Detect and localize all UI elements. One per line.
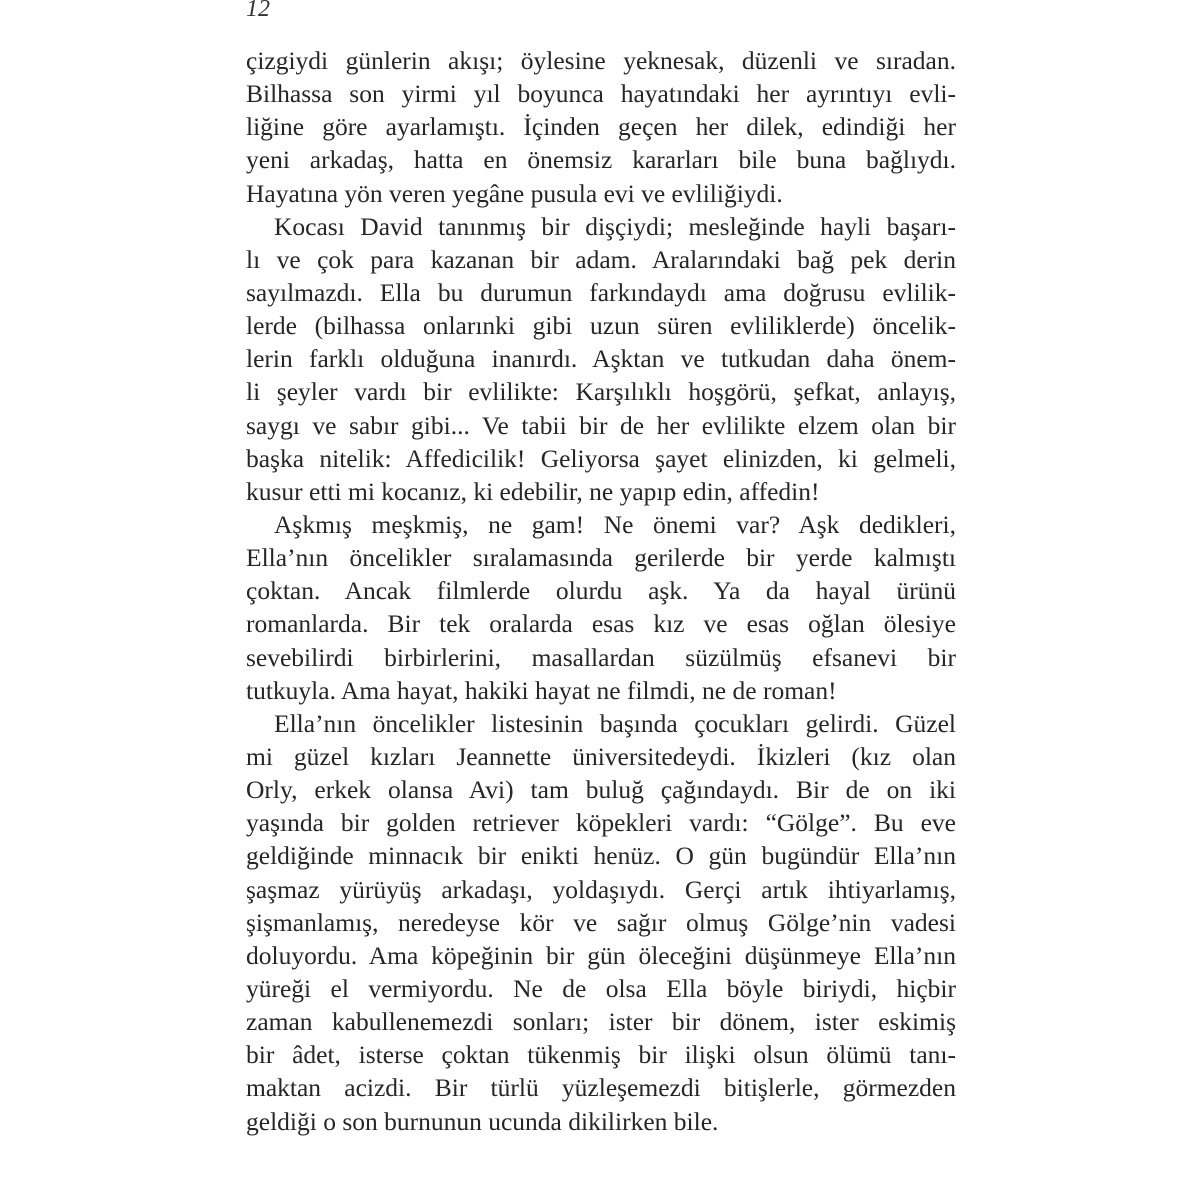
text-line: Orly, erkek olansa Avi) tam buluğ çağındaydı. Bir de on iki [246, 775, 956, 805]
text-line: geldiği o son burnunun ucunda dikilirken bile. [246, 1106, 719, 1136]
text-line: yüreği el vermiyordu. Ne de olsa Ella böyle biriydi, hiçbir [246, 973, 956, 1003]
text-line: liğine göre ayarlamıştı. İçinden geçen her dilek, edindiği her [246, 112, 956, 142]
text-line: Hayatına yön veren yegâne pusula evi ve evliliğiydi. [246, 178, 783, 208]
text-line: yeni arkadaş, hatta en önemsiz kararları bile buna bağlıydı. [246, 145, 956, 175]
page-number: 12 [246, 0, 270, 22]
text-line: yaşında bir golden retriever köpekleri vardı: “Gölge”. Bu eve [246, 808, 956, 838]
text-line: şaşmaz yürüyüş arkadaşı, yoldaşıydı. Gerçi artık ihtiyarlamış, [246, 874, 956, 904]
text-line: doluyordu. Ama köpeğinin bir gün öleceğini düşünmeye Ella’nın [246, 940, 956, 970]
text-line: Ella’nın öncelikler sıralamasında gerilerde bir yerde kalmıştı [246, 543, 956, 573]
text-line: çizgiydi günlerin akışı; öylesine yeknesak, düzenli ve sıradan. [246, 46, 956, 75]
text-line: Ella’nın öncelikler listesinin başında çocukları gelirdi. Güzel [274, 708, 956, 738]
text-line: sayılmazdı. Ella bu durumun farkındaydı ama doğrusu evlilik- [246, 277, 956, 307]
text-line: romanlarda. Bir tek oralarda esas kız ve esas oğlan ölesiye [246, 609, 956, 639]
text-line: başka nitelik: Affedicilik! Geliyorsa şayet elinizden, ki gelmeli, [246, 443, 956, 473]
text-line: lı ve çok para kazanan bir adam. Aralarındaki bağ pek derin [246, 244, 956, 274]
text-line: çoktan. Ancak filmlerde olurdu aşk. Ya da hayal ürünü [246, 576, 956, 606]
text-line: li şeyler vardı bir evlilikte: Karşılıklı hoşgörü, şefkat, anlayış, [246, 377, 956, 407]
text-line: kusur etti mi kocanız, ki edebilir, ne yapıp edin, affedin! [246, 476, 820, 506]
text-line: bir âdet, isterse çoktan tükenmiş bir ilişki olsun ölümü tanı- [246, 1040, 956, 1070]
text-line: şişmanlamış, neredeyse kör ve sağır olmuş Gölge’nin vadesi [246, 907, 956, 937]
text-line: saygı ve sabır gibi... Ve tabii bir de her evlilikte elzem olan bir [246, 410, 956, 440]
body-text [246, 44, 956, 1138]
text-line: lerde (bilhassa onlarınki gibi uzun süren evliliklerde) öncelik- [246, 311, 956, 341]
text-line: Aşkmış meşkmiş, ne gam! Ne önemi var? Aşk dedikleri, [274, 509, 956, 539]
text-line: sevebilirdi birbirlerini, masallardan süzülmüş efsanevi bir [246, 642, 956, 672]
text-line: tutkuyla. Ama hayat, hakiki hayat ne filmdi, ne de roman! [246, 675, 837, 705]
text-line: maktan acizdi. Bir türlü yüzleşemezdi bitişlerle, görmezden [246, 1073, 956, 1103]
text-line: geldiğinde minnacık bir enikti henüz. O gün bugündür Ella’nın [246, 841, 956, 871]
text-line: zaman kabullenemezdi sonları; ister bir dönem, ister eskimiş [246, 1007, 956, 1037]
text-line: Kocası David tanınmış bir dişçiydi; mesleğinde hayli başarı- [274, 211, 956, 241]
text-line: lerin farklı olduğuna inanırdı. Aşktan ve tutkudan daha önem- [246, 344, 956, 374]
text-line: Bilhassa son yirmi yıl boyunca hayatındaki her ayrıntıyı evli- [246, 79, 956, 109]
text-line: mi güzel kızları Jeannette üniversitedeydi. İkizleri (kız olan [246, 741, 956, 771]
